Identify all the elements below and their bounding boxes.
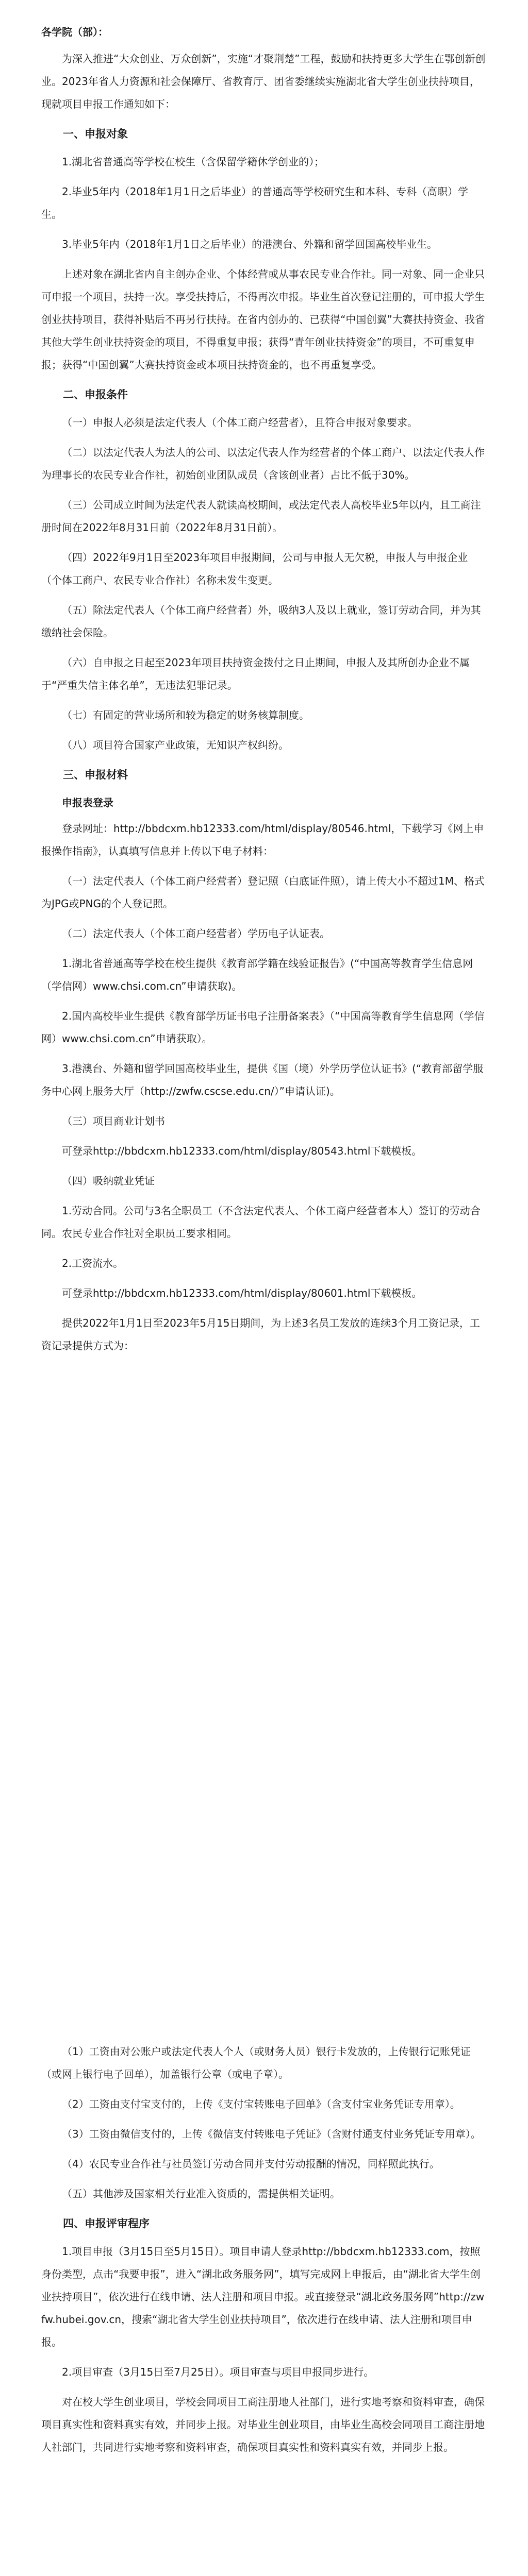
section-2-item: （三）公司成立时间为法定代表人就读高校期间，或法定代表人高校毕业5年以内，且工商注册时间在2022年8月31日前（2022年8月31日前）。 bbox=[41, 499, 481, 534]
salary-method-item: （3）工资由微信支付的，上传《微信支付转账电子凭证》（含财付通支付业务凭证专用章）。 bbox=[62, 2128, 481, 2140]
section-3-item: 可登录http://bbdcxm.hb12333.com/html/display/80601.html下载模板。 bbox=[62, 1287, 422, 1299]
section-3-entry: 登录网址：http://bbdcxm.hb12333.com/html/display/80546.html，下载学习《网上申报操作指南》，认真填写信息并上传以下电子材料： bbox=[41, 822, 484, 857]
section-3-item: 1.湖北省普通高等学校在校生提供《教育部学籍在线验证报告》(“中国高等教育学生信息网（学信网）www.chsi.com.cn”申请获取)。 bbox=[41, 957, 473, 992]
section-1-title: 一、申报对象 bbox=[63, 128, 128, 140]
section-2-item: （四）2022年9月1日至2023年项目申报期间，公司与申报人无欠税，申报人与申报企业（个体工商户、农民专业合作社）名称未发生变更。 bbox=[41, 551, 468, 586]
section-1-item: 1.湖北省普通高等学校在校生（含保留学籍休学创业的）； bbox=[62, 156, 325, 168]
section-3-item: （二）法定代表人（个体工商户经营者）学历电子认证表。 bbox=[62, 927, 330, 940]
section-3-item: 3.港澳台、外籍和留学回国高校毕业生，提供《国（境）外学历学位认证书》(“教育部留学服务中心网上服务大厅（http://zwfw.cscse.edu.cn/）”申请认证)。 bbox=[41, 1062, 484, 1097]
salary-method-item: （2）工资由支付宝支付的，上传《支付宝转账电子回单》（含支付宝业务凭证专用章）。 bbox=[62, 2098, 460, 2110]
section-2-item: （二）以法定代表人为法人的公司、以法定代表人作为经营者的个体工商户、以法定代表人作为理事长的农民专业合作社，初始创业团队成员（含该创业者）占比不低于30%。 bbox=[41, 446, 485, 481]
section-1-item: 3.毕业5年内（2018年1月1日之后毕业）的港澳台、外籍和留学回国高校毕业生。 bbox=[62, 238, 438, 250]
section-2-item: （五）除法定代表人（个体工商户经营者）外，吸纳3人及以上就业，签订劳动合同，并为其缴纳社会保险。 bbox=[41, 604, 481, 639]
document-body-part-1 bbox=[41, 21, 487, 1364]
section-3-item: 提供2022年1月1日至2023年5月15日期间，为上述3名员工发放的连续3个月工资记录，工资记录提供方式为： bbox=[41, 1317, 480, 1352]
section-3-item: （三）项目商业计划书 bbox=[62, 1115, 165, 1127]
section-3-item: 2.国内高校毕业生提供《教育部学历证书电子注册备案表》（“中国高等教育学生信息网（学信网）www.chsi.com.cn”申请获取）。 bbox=[41, 1010, 485, 1045]
salary-method-item: （4）农民专业合作社与社员签订劳动合同并支付劳动报酬的情况，同样照此执行。 bbox=[62, 2158, 440, 2170]
section-2-item: （七）有固定的营业场所和较为稳定的财务核算制度。 bbox=[62, 709, 309, 721]
section-2-title: 二、申报条件 bbox=[63, 388, 128, 401]
section-2-item: （一）申报人必须是法定代表人（个体工商户经营者），且符合申报对象要求。 bbox=[62, 416, 418, 429]
document-body-part-2 bbox=[41, 2040, 487, 2466]
section-3-item: （四）吸纳就业凭证 bbox=[62, 1175, 155, 1187]
section-4-item: 1.项目申报（3月15日至5月15日）。项目申请人登录http://bbdcxm.hb12333.com，按照身份类型，点击“我要申报”，进入“湖北政务服务网”，填写完成网上申报后，由“湖北省大学生创业扶持项目”，依次进行在线申请、法人注册和项目申报。或直接登录“湖北政务服务网”http://zwfw.hubei.gov.cn，搜索“湖北省大学生创业扶持项目”，依次进行在线申请、法人注册和项目申报。 bbox=[41, 2245, 485, 2348]
section-4-item: 2.项目审查（3月15日至7月25日）。项目审查与项目申报同步进行。 bbox=[62, 2366, 374, 2378]
salutation: 各学院（部）： bbox=[41, 26, 108, 38]
section-3-title: 三、申报材料 bbox=[63, 769, 128, 781]
section-2-item: （八）项目符合国家产业政策，无知识产权纠纷。 bbox=[62, 739, 289, 751]
section-3-subtitle: 申报表登录 bbox=[62, 796, 113, 809]
salary-method-item: （五）其他涉及国家相关行业准入资质的，需提供相关证明。 bbox=[62, 2188, 340, 2200]
section-4-item: 对在校大学生创业项目，学校会同项目工商注册地人社部门，进行实地考察和资料审查，确保项目真实性和资料真实有效，并同步上报。对毕业生创业项目，由毕业生高校会同项目工商注册地人社部门，共同进行实地考察和资料审查，确保项目真实性和资料真实有效，并同步上报。 bbox=[41, 2396, 485, 2453]
intro-paragraph: 为深入推进“大众创业、万众创新”，实施“才聚荆楚”工程，鼓励和扶持更多大学生在鄂创新创业。2023年省人力资源和社会保障厅、省教育厅、团省委继续实施湖北省大学生创业扶持项目，现就项目申报工作通知如下： bbox=[41, 53, 486, 110]
section-2-item: （六）自申报之日起至2023年项目扶持资金拨付之日止期间，申报人及其所创办企业不属于“严重失信主体名单”，无违法犯罪记录。 bbox=[41, 656, 470, 691]
section-1-item: 上述对象在湖北省内自主创办企业、个体经营或从事农民专业合作社。同一对象、同一企业只可申报一个项目，扶持一次。享受扶持后，不得再次申报。毕业生首次登记注册的，可申报大学生创业扶持项目，获得补贴后不再另行扶持。在省内创办的、已获得“中国创翼”大赛扶持资金、我省其他大学生创业扶持资金的项目，不得重复申报；获得“青年创业扶持资金”的项目，不可重复申报；获得“中国创翼”大赛扶持资金或本项目扶持资金的，也不再重复享受。 bbox=[41, 268, 485, 371]
section-3-item: 可登录http://bbdcxm.hb12333.com/html/display/80543.html下载模板。 bbox=[62, 1145, 422, 1157]
section-3-item: （一）法定代表人（个体工商户经营者）登记照（白底证件照），请上传大小不超过1M、格式为JPG或PNG的个人登记照。 bbox=[41, 875, 485, 910]
salary-method-item: （1）工资由对公账户或法定代表人个人（或财务人员）银行卡发放的，上传银行记账凭证（或网上银行电子回单），加盖银行公章（或电子章）。 bbox=[41, 2045, 471, 2080]
section-3-item: 1.劳动合同。公司与3名全职员工（不含法定代表人、个体工商户经营者本人）签订的劳动合同。农民专业合作社对全职员工要求相同。 bbox=[41, 1205, 481, 1240]
section-1-item: 2.毕业5年内（2018年1月1日之后毕业）的普通高等学校研究生和本科、专科（高职）学生。 bbox=[41, 185, 469, 221]
section-4-title: 四、申报评审程序 bbox=[63, 2217, 150, 2230]
section-3-item: 2.工资流水。 bbox=[62, 1257, 124, 1269]
